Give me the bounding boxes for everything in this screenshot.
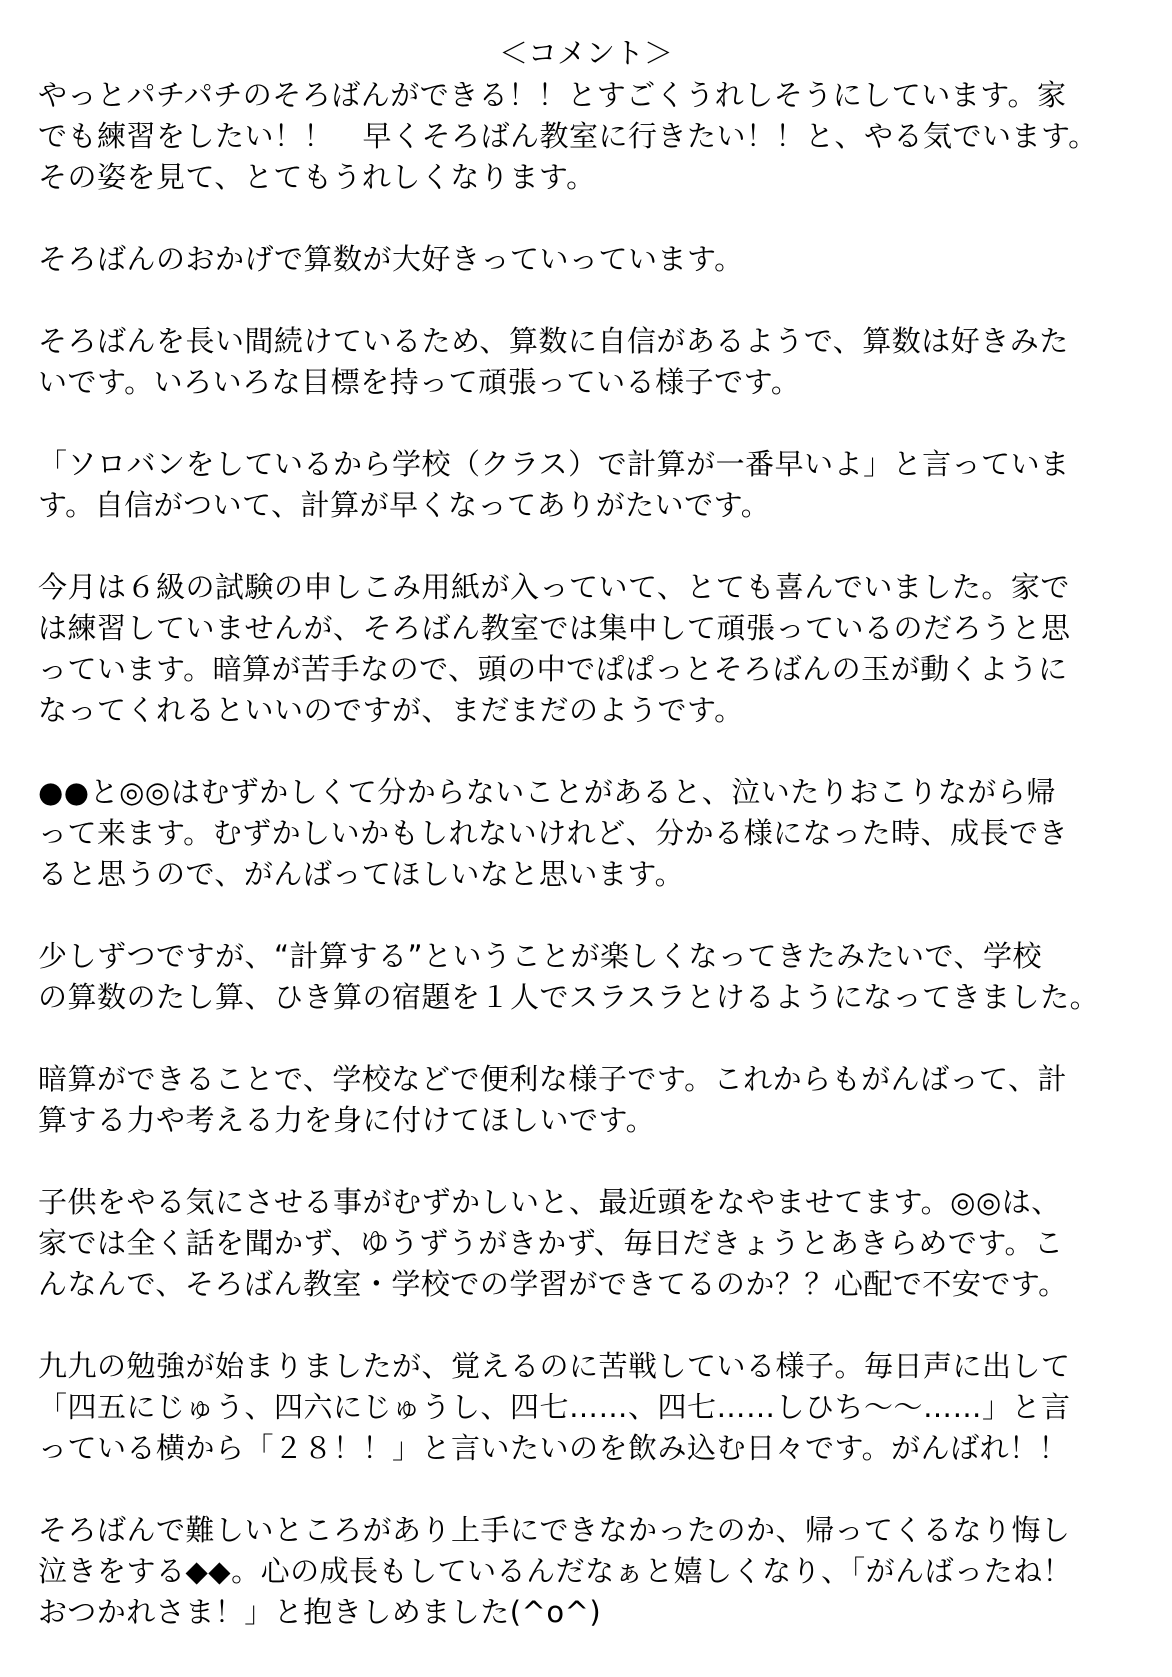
comment-line: その姿を見て、とてもうれしくなります。 [38,160,596,194]
comment-line: 泣きをする◆◆。心の成長もしているんだなぁと嬉しくなり、「がんばったね！ [38,1554,1073,1588]
comment-paragraph [38,1510,1148,1633]
comment-paragraph [38,444,1148,526]
comment-line: 「ソロバンをしているから学校（クラス）で計算が一番早いよ」と言っていま [38,447,1070,481]
comment-paragraph [38,1346,1148,1469]
comment-line: そろばんのおかげで算数が大好きっていっています。 [38,242,744,276]
comment-line: 算する力や考える力を身に付けてほしいです。 [38,1103,656,1137]
comment-paragraph [38,772,1148,895]
comment-line: そろばんを長い間続けているため、算数に自信があるようで、算数は好きみた [38,324,1069,358]
comment-line: ると思うので、がんばってほしいなと思います。 [38,857,685,891]
comment-line: って来ます。むずかしいかもしれないけれど、分かる様になった時、成長でき [38,816,1069,850]
comment-paragraph [38,321,1148,403]
comment-line: 「四五にじゅう、四六にじゅうし、四七……、四七……しひち～～……」と言 [38,1390,1071,1424]
comment-line: なってくれるといいのですが、まだまだのようです。 [38,693,744,727]
comment-line: やっとパチパチのそろばんができる！！とすごくうれしそうにしています。家 [38,78,1067,112]
comment-line: っている横から「２８！！」と言いたいのを飲み込む日々です。がんばれ！！ [38,1431,1069,1465]
comment-paragraph [38,1059,1148,1141]
comment-line: 少しずつですが、“計算する”ということが楽しくなってきたみたいで、学校 [38,939,1042,973]
comment-paragraph [38,75,1148,198]
comment-line: んなんで、そろばん教室・学校での学習ができてるのか？？心配で不安です。 [38,1267,1068,1301]
comment-line: っています。暗算が苦手なので、頭の中でぱぱっとそろばんの玉が動くように [38,652,1068,686]
comment-body [38,75,1148,1674]
comment-line: いです。いろいろな目標を持って頑張っている様子です。 [38,365,801,399]
comment-line: 暗算ができることで、学校などで便利な様子です。これからもがんばって、計 [38,1062,1068,1096]
comment-line: 九九の勉強が始まりましたが、覚えるのに苦戦している様子。毎日声に出して [38,1349,1071,1383]
comment-line: そろばんで難しいところがあり上手にできなかったのか、帰ってくるなり悔し [38,1513,1071,1547]
comment-line: 子供をやる気にさせる事がむずかしいと、最近頭をなやませてます。◎◎は、 [38,1185,1061,1219]
comment-line: の算数のたし算、ひき算の宿題を１人でスラスラとけるようになってきました。 [38,980,1100,1014]
comment-line: おつかれさま！」と抱きしめました(^o^) [38,1595,602,1629]
comment-paragraph [38,1182,1148,1305]
comment-line: 今月は６級の試験の申しこみ用紙が入っていて、とても喜んでいました。家で [38,570,1070,604]
page-title: ＜コメント＞ [498,36,673,70]
comment-line: でも練習をしたい！！ 早くそろばん教室に行きたい！！と、やる気でいます。 [38,119,1098,153]
comment-paragraph [38,239,1148,280]
comment-paragraph [38,567,1148,731]
comment-paragraph [38,936,1148,1018]
comment-line: は練習していませんが、そろばん教室では集中して頑張っているのだろうと思 [38,611,1071,645]
comment-line: す。自信がついて、計算が早くなってありがたいです。 [38,488,771,522]
comment-line: ●●と◎◎はむずかしくて分からないことがあると、泣いたりおこりながら帰 [38,775,1056,809]
comment-line: 家では全く話を聞かず、ゆうずうがきかず、毎日だきょうとあきらめです。こ [38,1226,1064,1260]
